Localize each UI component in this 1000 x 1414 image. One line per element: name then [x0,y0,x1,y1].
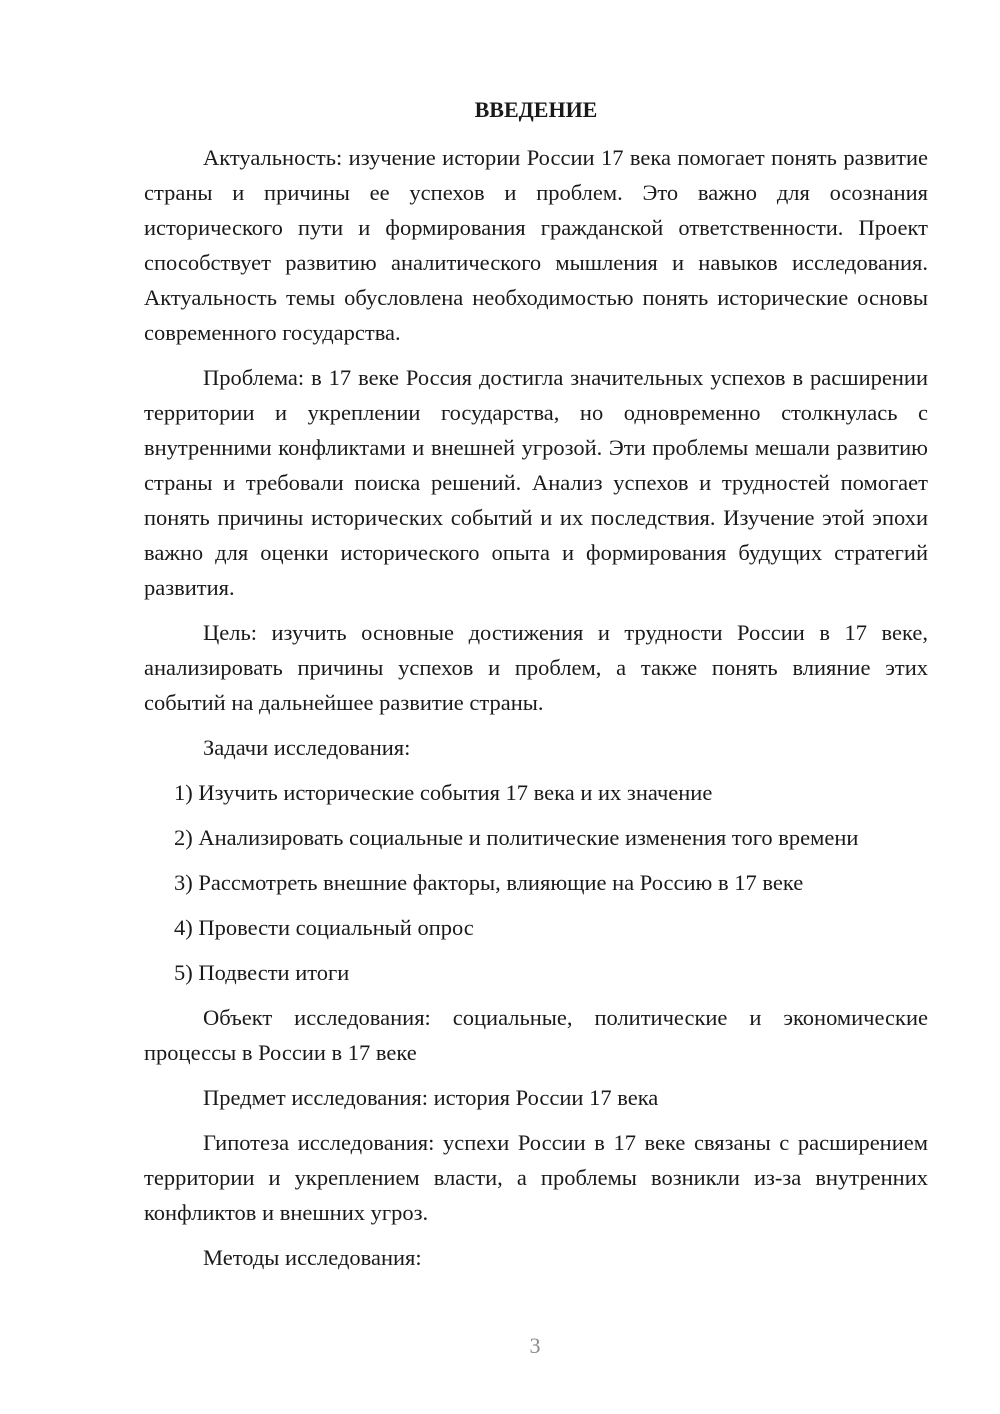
list-item: 1) Изучить исторические события 17 века и их значение [174,780,713,805]
subject-paragraph: Предмет исследования: история России 17 века [203,1085,659,1110]
object-paragraph: Объект исследования: социальные, политические и экономические процессы в России в 17 веке [144,1005,928,1065]
list-item: 4) Провести социальный опрос [174,915,474,940]
hypothesis-paragraph: Гипотеза исследования: успехи России в 17 веке связаны с расширением территории и укреплением власти, а проблемы возникли из-за внутренних конфликтов и внешних угроз. [144,1130,928,1225]
tasks-label: Задачи исследования: [203,735,411,760]
list-item: 2) Анализировать социальные и политические изменения того времени [174,825,859,850]
methods-label: Методы исследования: [203,1245,422,1270]
list-item: 5) Подвести итоги [174,960,350,985]
document-page [144,92,928,1285]
page-number: 3 [529,1333,541,1358]
section-heading: ВВЕДЕНИЕ [474,97,598,122]
list-item: 3) Рассмотреть внешние факторы, влияющие на Россию в 17 веке [174,870,804,895]
tasks-list [144,775,928,990]
relevance-paragraph: Актуальность: изучение истории России 17 века помогает понять развитие страны и причины ее успехов и проблем. Это важно для осознания исторического пути и формирования гражданской ответственности. Проект способствует развитию аналитического мышления и навыков исследования. Актуальность темы обусловлена необходимостью понять исторические основы современного государства. [144,145,928,345]
goal-paragraph: Цель: изучить основные достижения и трудности России в 17 веке, анализировать причины успехов и проблем, а также понять влияние этих событий на дальнейшее развитие страны. [144,620,928,715]
problem-paragraph: Проблема: в 17 веке Россия достигла значительных успехов в расширении территории и укреплении государства, но одновременно столкнулась с внутренними конфликтами и внешней угрозой. Эти проблемы мешали развитию страны и требовали поиска решений. Анализ успехов и трудностей помогает понять причины исторических событий и их последствия. Изучение этой эпохи важно для оценки исторического опыта и формирования будущих стратегий развития. [144,365,928,600]
